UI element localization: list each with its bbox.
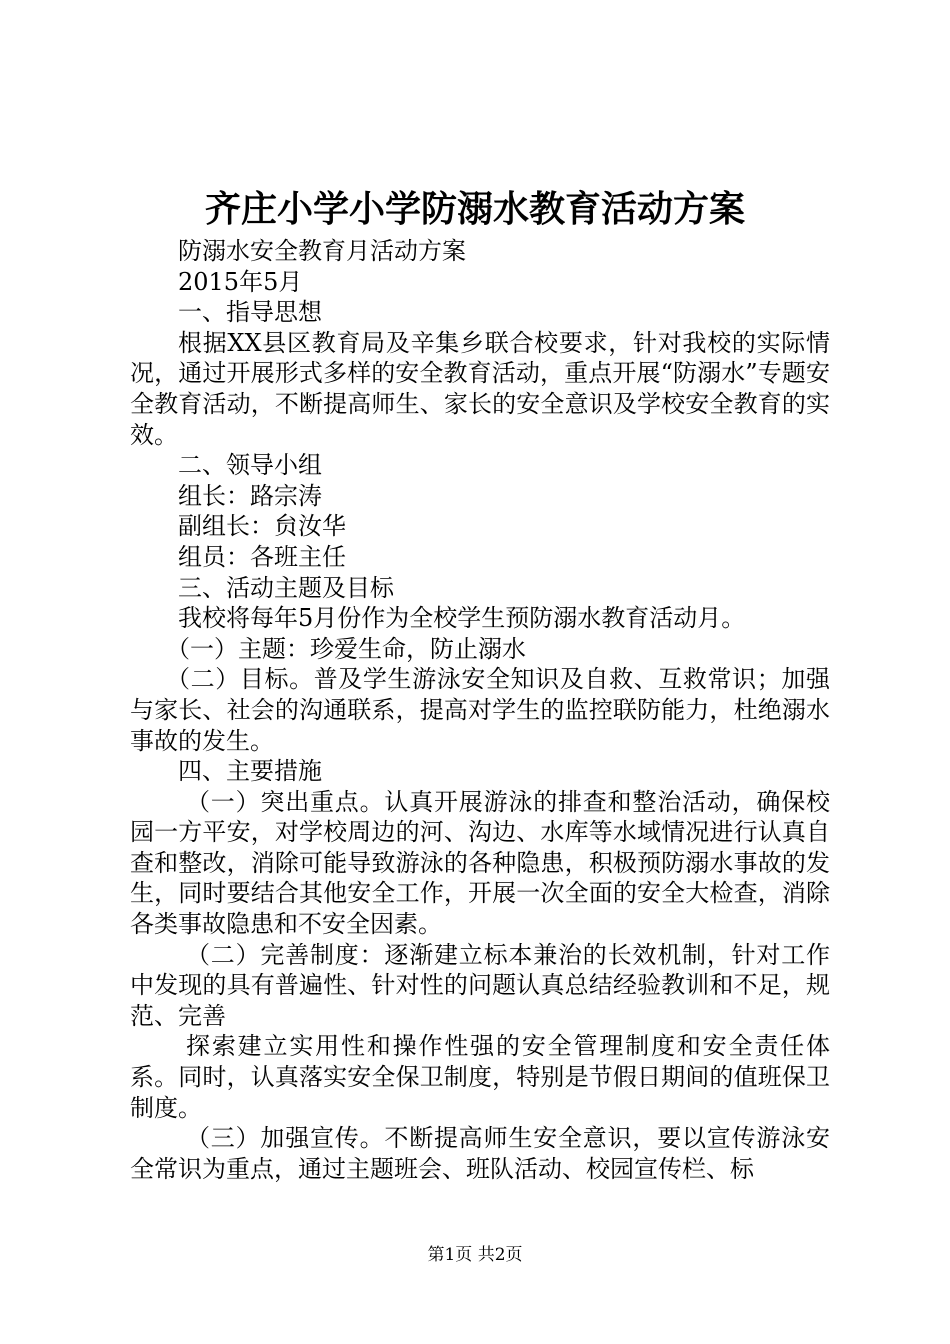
document-body [130, 236, 830, 1184]
body-paragraph: 组长：路宗涛 [178, 481, 322, 510]
body-paragraph: 探索建立实用性和操作性强的安全管理制度和安全责任体系。同时，认真落实安全保卫制度，特别是节假日期间的值班保卫制度。 [130, 1032, 830, 1122]
document-title: 齐庄小学小学防溺水教育活动方案 [204, 188, 745, 230]
body-paragraph: （二）完善制度：逐渐建立标本兼治的长效机制，针对工作中发现的具有普遍性、针对性的问题认真总结经验教训和不足，规范、完善 [130, 940, 830, 1030]
subtitle-paragraph: 防溺水安全教育月活动方案 [178, 237, 466, 265]
page-footer: 第1页 共2页 [427, 1245, 523, 1265]
section-heading-2: 二、领导小组 [178, 451, 322, 480]
body-paragraph: 根据XX县区教育局及辛集乡联合校要求，针对我校的实际情况，通过开展形式多样的安全教育活动，重点开展“防溺水”专题安全教育活动，不断提高师生、家长的安全意识及学校安全教育的实效。 [130, 328, 830, 449]
body-paragraph: 副组长：贠汝华 [178, 512, 346, 541]
section-heading-3: 三、活动主题及目标 [178, 573, 394, 602]
body-paragraph: （一）主题：珍爱生命，防止溺水 [166, 634, 526, 663]
date-paragraph: 2015年5月 [178, 267, 303, 296]
section-heading-4: 四、主要措施 [178, 757, 322, 786]
body-paragraph: （一）突出重点。认真开展游泳的排查和整治活动，确保校园一方平安，对学校周边的河、沟边、水库等水域情况进行认真自查和整改，消除可能导致游泳的各种隐患，积极预防溺水事故的发生，同时要结合其他安全工作，开展一次全面的安全大检查，消除各类事故隐患和不安全因素。 [130, 787, 830, 939]
body-paragraph: 组员：各班主任 [178, 542, 346, 571]
body-paragraph: （三）加强宣传。不断提高师生安全意识，要以宣传游泳安全常识为重点，通过主题班会、班队活动、校园宣传栏、标 [130, 1124, 830, 1183]
section-heading-1: 一、指导思想 [178, 298, 322, 327]
body-paragraph: 我校将每年5月份作为全校学生预防溺水教育活动月。 [178, 604, 746, 633]
body-paragraph: （二）目标。普及学生游泳安全知识及自救、互救常识；加强与家长、社会的沟通联系，提高对学生的监控联防能力，杜绝溺水事故的发生。 [130, 665, 830, 755]
